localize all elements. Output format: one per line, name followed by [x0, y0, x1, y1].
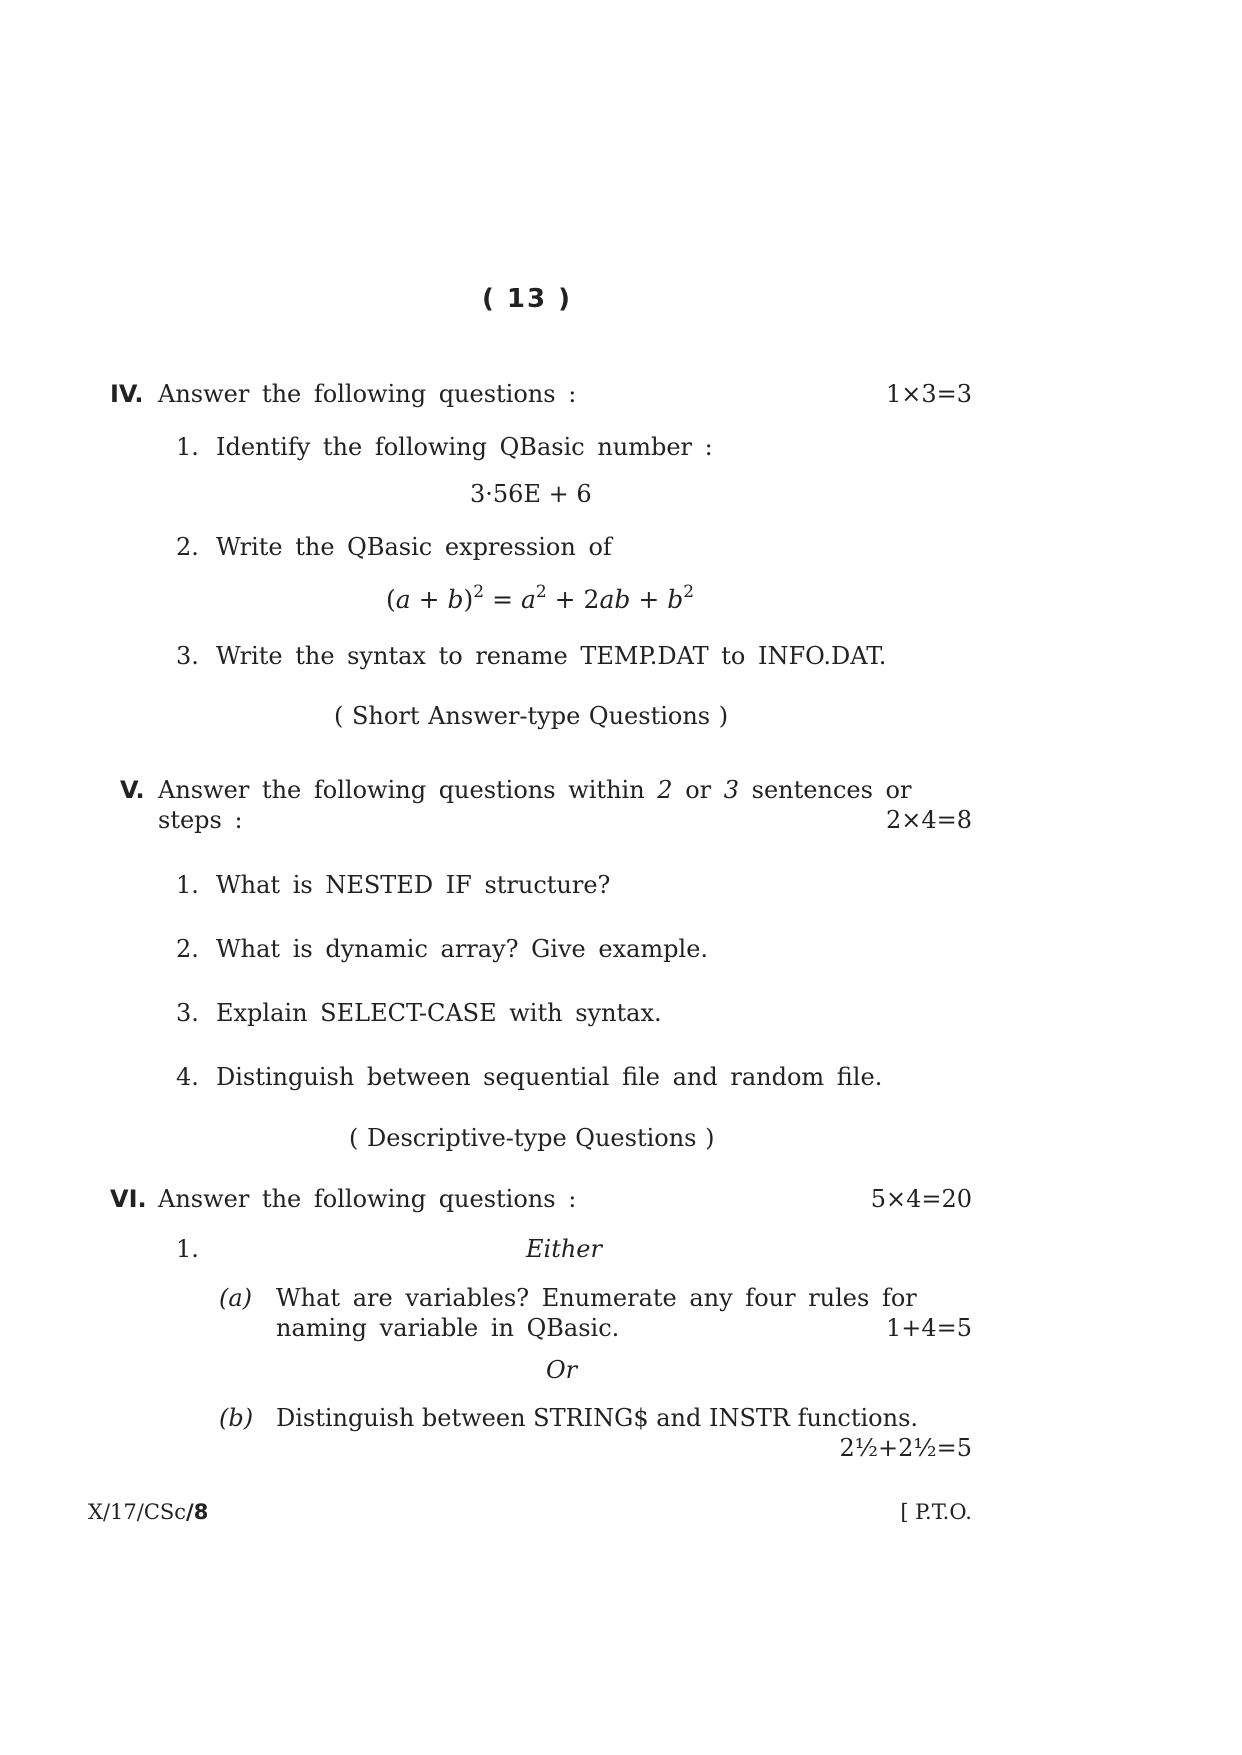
or-label: Or — [546, 1356, 578, 1384]
question-number: 1. — [176, 871, 199, 899]
section-vi-heading: Answer the following questions : — [158, 1185, 577, 1213]
page-number: ( 13 ) — [482, 284, 573, 314]
section-iv-marks: 1×3=3 — [885, 380, 972, 408]
question-text: Identify the following QBasic number : — [216, 433, 713, 461]
option-b-text: Distinguish between STRING$ and INSTR functions. — [276, 1404, 919, 1432]
question-text: Write the QBasic expression of — [216, 533, 612, 561]
question-text: What is dynamic array? Give example. — [216, 935, 709, 963]
section-v-heading-line2: steps : — [158, 806, 243, 834]
pto-label: [ P.T.O. — [900, 1500, 972, 1524]
question-number: 2. — [176, 533, 199, 561]
section-v-marks: 2×4=8 — [885, 806, 972, 834]
section-vi-numeral: VI. — [110, 1185, 147, 1213]
question-text: Explain SELECT-CASE with syntax. — [216, 999, 662, 1027]
section-iv-heading: Answer the following questions : — [158, 380, 577, 408]
expansion-formula: $(a + b)^2 = a^2 + 2ab + b^2$ — [386, 582, 695, 614]
question-number: 2. — [176, 935, 199, 963]
section-iv-numeral: IV. — [110, 380, 144, 408]
option-a-label: (a) — [219, 1284, 253, 1312]
question-text: What is NESTED IF structure? — [216, 871, 611, 899]
short-answer-heading: ( Short Answer-type Questions ) — [334, 702, 729, 730]
question-number: 3. — [176, 642, 199, 670]
descriptive-heading: ( Descriptive-type Questions ) — [349, 1124, 715, 1152]
question-number: 3. — [176, 999, 199, 1027]
question-number: 1. — [176, 433, 199, 461]
either-label: Either — [526, 1235, 602, 1263]
question-number: 1. — [176, 1235, 199, 1263]
option-a-line2: naming variable in QBasic. — [276, 1314, 620, 1342]
option-b-marks: 2½+2½=5 — [839, 1434, 972, 1462]
paper-code: X/17/CSc/8 — [88, 1500, 209, 1524]
question-text: Distinguish between sequential file and random file. — [216, 1063, 883, 1091]
section-v-heading-line1: Answer the following questions within 2 or 3 sentences or — [158, 776, 912, 804]
qbasic-number: 3·56E + 6 — [470, 480, 592, 508]
question-number: 4. — [176, 1063, 199, 1091]
question-text: Write the syntax to rename TEMP.DAT to INFO.DAT. — [216, 642, 887, 670]
option-a-marks: 1+4=5 — [885, 1314, 972, 1342]
section-v-numeral: V. — [120, 776, 145, 804]
section-vi-marks: 5×4=20 — [870, 1185, 972, 1213]
option-b-label: (b) — [219, 1404, 254, 1432]
option-a-line1: What are variables? Enumerate any four rules for — [276, 1284, 917, 1312]
